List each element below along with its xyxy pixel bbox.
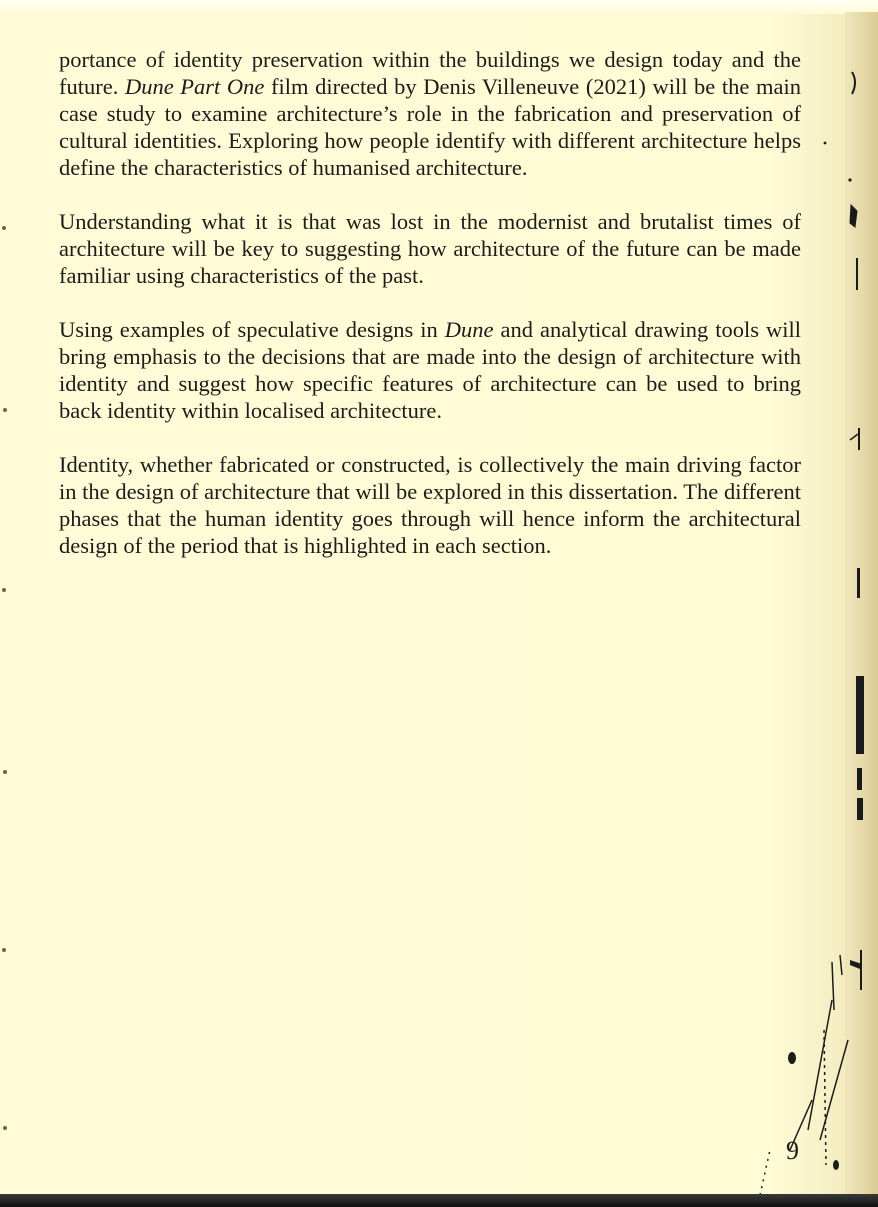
left-edge-marks (2, 226, 7, 1130)
paragraph-1-text-continued: film directed by Denis Villeneuve (2021) will be the main case study to examine architecture’s role in the fabrication and preservation of cultural identities. Exploring how people identify with different architecture helps define the characteristics of humanised architecture. (59, 74, 801, 180)
paragraph-3-text-continued: and analytical drawing tools will bring emphasis to the decisions that are made into the design of architecture with identity and suggest how specific features of architecture can be used to bring back identity within localised architecture. (59, 317, 801, 423)
bottom-scan-edge (0, 1194, 878, 1207)
dune-title: Dune (444, 317, 494, 342)
corner-pen-strokes (760, 955, 848, 1195)
page-number: 9 (786, 1136, 799, 1165)
right-edge-marks (824, 72, 864, 990)
paragraph-4 (59, 451, 801, 559)
paragraph-3 (59, 316, 801, 424)
paragraph-2-text: Understanding what it is that was lost in the modernist and brutalist times of architecture will be key to suggesting how architecture of the future can be made familiar using characteristics of the past. (59, 209, 801, 288)
film-title: Dune Part One (124, 74, 265, 99)
paragraph-1 (59, 46, 801, 181)
paragraph-3-text: Using examples of speculative designs in (59, 317, 445, 342)
body-text (59, 46, 801, 586)
paragraph-4-text: Identity, whether fabricated or constructed, is collectively the main driving factor in the design of architecture that will be explored in this dissertation. The different phases that the human identity goes through will hence inform the architectural design of the period that is highlighted in each section. (59, 452, 801, 558)
paragraph-2 (59, 208, 801, 289)
paragraph-1-text: portance of identity preservation within the buildings we design today and the future. (59, 47, 801, 99)
